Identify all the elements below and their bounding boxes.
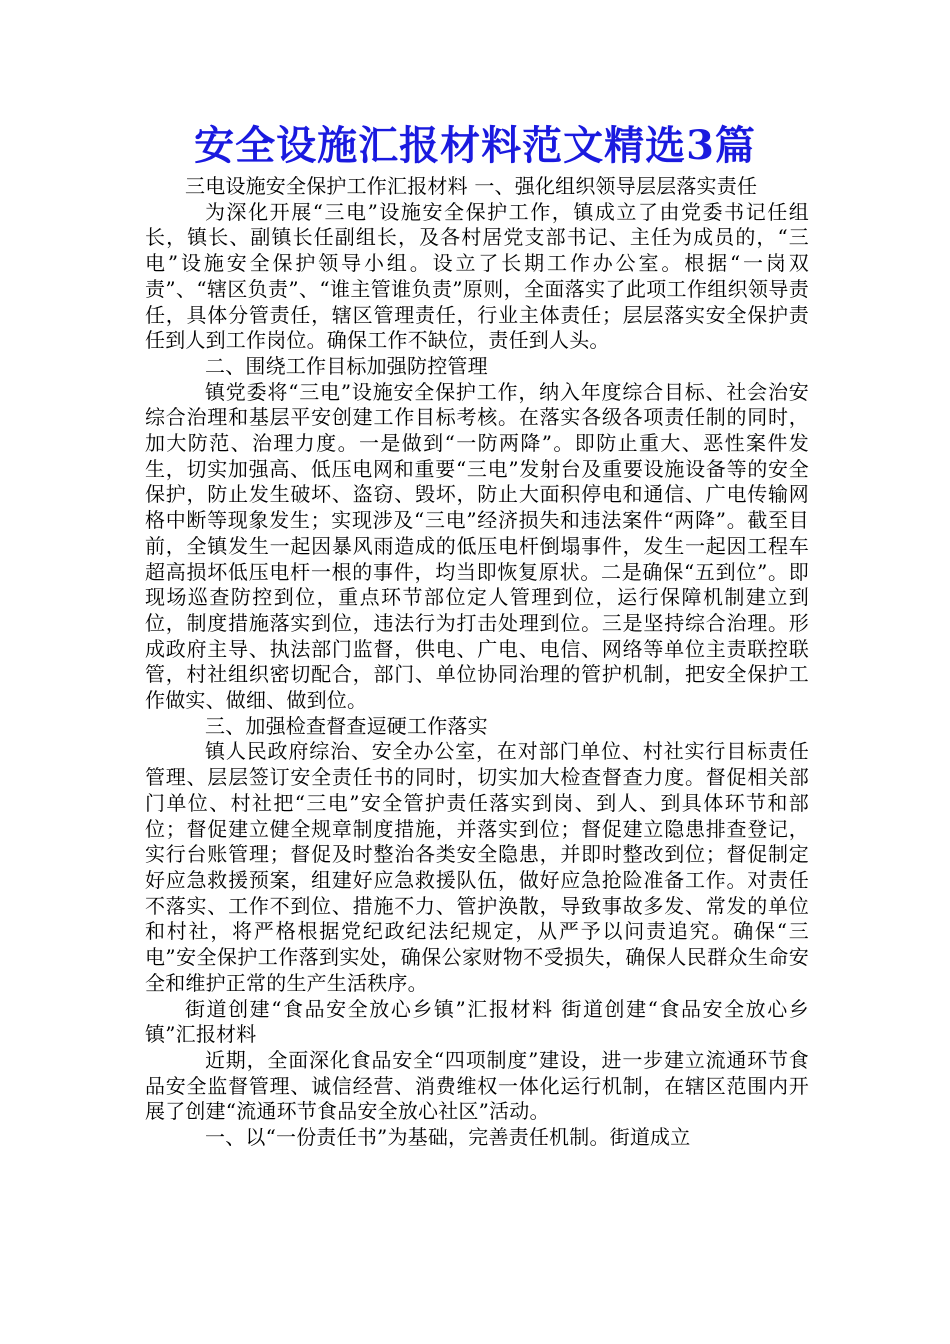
body-paragraph: 三电设施安全保护工作汇报材料 一、强化组织领导层层落实责任 (185, 174, 758, 198)
body-paragraph: 近期，全面深化食品安全“四项制度”建设，进一步建立流通环节食品安全监督管理、诚信经营、消费维权一体化运行机制，在辖区范围内开展了创建“流通环节食品安全放心社区”活动。 (145, 1047, 809, 1124)
body-paragraph: 镇人民政府综治、安全办公室，在对部门单位、村社实行目标责任管理、层层签订安全责任书的同时，切实加大检查督查力度。督促相关部门单位、村社把“三电”安全管护责任落实到岗、到人、到具体环节和部位；督促建立健全规章制度措施，并落实到位；督促建立隐患排查登记，实行台账管理；督促及时整治各类安全隐患，并即时整改到位；督促制定好应急救援预案，组建好应急救援队伍，做好应急抢险准备工作。对责任不落实、工作不到位、措施不力、管护涣散，导致事故多发、常发的单位和村社，将严格根据党纪政纪法纪规定，从严予以问责追究。确保“三电”安全保护工作落到实处，确保公家财物不受损失，确保人民群众生命安全和维护正常的生产生活秩序。 (145, 739, 809, 995)
body-paragraph: 一、以“一份责任书”为基础，完善责任机制。街道成立 (205, 1125, 691, 1150)
document-body (145, 174, 809, 1151)
document-title: 安全设施汇报材料范文精选3篇 (194, 122, 756, 169)
body-paragraph: 三、加强检查督查逗硬工作落实 (205, 713, 488, 738)
body-paragraph: 街道创建“食品安全放心乡镇”汇报材料 街道创建“食品安全放心乡镇”汇报材料 (145, 996, 809, 1047)
body-paragraph: 镇党委将“三电”设施安全保护工作，纳入年度综合目标、社会治安综合治理和基层平安创建工作目标考核。在落实各级各项责任制的同时，加大防范、治理力度。一是做到“一防两降”。即防止重大、恶性案件发生，切实加强高、低压电网和重要“三电”发射台及重要设施设备等的安全保护，防止发生破坏、盗窃、毁坏，防止大面积停电和通信、广电传输网格中断等现象发生；实现涉及“三电”经济损失和违法案件“两降”。截至目前，全镇发生一起因暴风雨造成的低压电杆倒塌事件，发生一起因工程车超高损坏低压电杆一根的事件，均当即恢复原状。二是确保“五到位”。即现场巡查防控到位，重点环节部位定人管理到位，运行保障机制建立到位，制度措施落实到位，违法行为打击处理到位。三是坚持综合治理。形成政府主导、执法部门监督，供电、广电、电信、网络等单位主责联控联管，村社组织密切配合，部门、单位协同治理的管护机制，把安全保护工作做实、做细、做到位。 (145, 379, 809, 713)
body-paragraph: 为深化开展“三电”设施安全保护工作，镇成立了由党委书记任组长，镇长、副镇长任副组长，及各村居党支部书记、主任为成员的，“三电”设施安全保护领导小组。设立了长期工作办公室。根据“一岗双责”、“辖区负责”、“谁主管谁负责”原则，全面落实了此项工作组织领导责任，具体分管责任，辖区管理责任，行业主体责任；层层落实安全保护责任到人到工作岗位。确保工作不缺位，责任到人头。 (145, 199, 809, 353)
body-paragraph: 二、围绕工作目标加强防控管理 (205, 353, 488, 378)
